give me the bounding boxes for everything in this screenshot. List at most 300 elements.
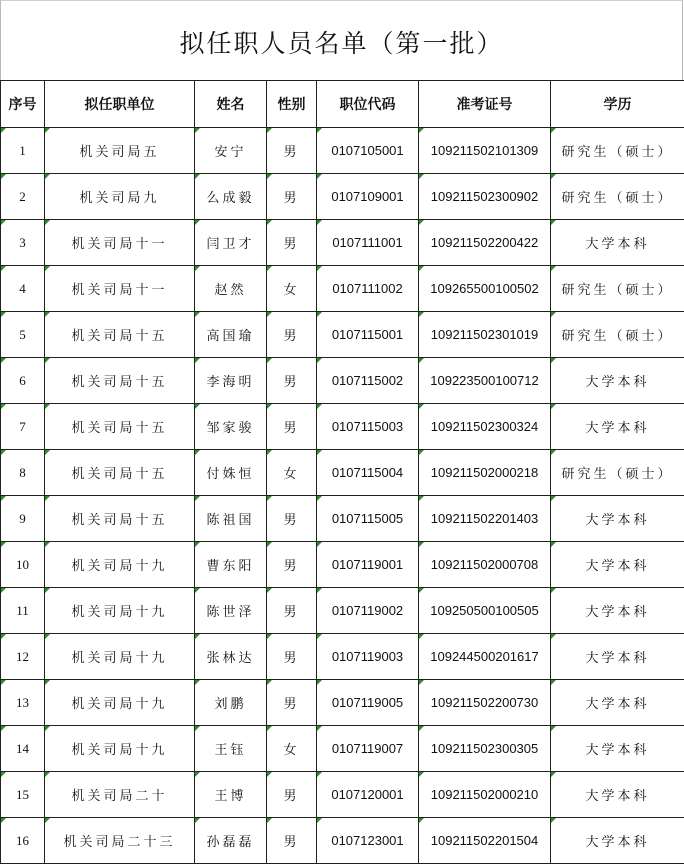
cell-unit-text: 机关司局十五 [71,421,167,436]
cell-unit-text: 机关司局十九 [71,743,167,758]
table-row [1,634,684,680]
cell-corner-marker [1,450,6,455]
cell-education [551,266,684,312]
table-row [1,266,684,312]
cell-corner-marker [419,680,424,685]
cell-corner-marker [551,726,556,731]
cell-gender-text: 男 [283,329,299,344]
cell-gender-text: 男 [283,789,299,804]
cell-corner-marker [195,358,200,363]
cell-name-text: 刘鹏 [214,697,246,712]
title-box [0,0,683,80]
cell-gender [267,588,317,634]
cell-corner-marker [1,174,6,179]
cell-education-text: 研究生（硕士） [561,329,673,344]
cell-seq [1,496,45,542]
cell-corner-marker [317,634,322,639]
cell-corner-marker [317,220,322,225]
cell-position-code-text: 0107105001 [331,143,403,158]
cell-corner-marker [317,128,322,133]
cell-corner-marker [45,312,50,317]
cell-education-text: 研究生（硕士） [561,467,673,482]
cell-gender-text: 男 [283,191,299,206]
cell-corner-marker [551,220,556,225]
cell-corner-marker [419,128,424,133]
cell-unit [45,726,195,772]
cell-unit [45,634,195,680]
cell-name [195,818,267,864]
cell-exam-id [419,726,551,772]
cell-gender [267,542,317,588]
cell-corner-marker [45,128,50,133]
cell-seq-text: 12 [16,649,29,664]
cell-gender [267,818,317,864]
cell-position-code [317,680,419,726]
cell-gender [267,266,317,312]
cell-education [551,588,684,634]
cell-exam-id-text: 109211502301019 [431,327,539,342]
cell-seq-text: 1 [19,143,26,158]
cell-corner-marker [551,266,556,271]
cell-education [551,818,684,864]
cell-education [551,128,684,174]
cell-position-code [317,542,419,588]
cell-exam-id-text: 109244500201617 [430,649,538,664]
cell-name [195,174,267,220]
cell-name-text: 王钰 [214,743,246,758]
cell-gender-text: 男 [283,375,299,390]
cell-name-text: 闫卫才 [206,237,254,252]
cell-corner-marker [195,312,200,317]
cell-position-code [317,588,419,634]
cell-gender-text: 男 [283,835,299,850]
cell-name-text: 安宁 [214,145,246,160]
cell-corner-marker [317,174,322,179]
cell-corner-marker [195,266,200,271]
cell-corner-marker [1,772,6,777]
cell-education-text: 大学本科 [585,651,649,666]
cell-corner-marker [267,128,272,133]
cell-gender-text: 女 [283,467,299,482]
cell-corner-marker [551,588,556,593]
cell-seq-text: 15 [16,787,29,802]
cell-corner-marker [45,450,50,455]
cell-education [551,312,684,358]
cell-education [551,404,684,450]
cell-exam-id-text: 109223500100712 [430,373,538,388]
cell-exam-id-text: 109211502300902 [431,189,539,204]
cell-unit-text: 机关司局十五 [71,375,167,390]
cell-corner-marker [551,358,556,363]
cell-corner-marker [317,818,322,823]
cell-corner-marker [45,726,50,731]
cell-exam-id-text: 109211502000218 [431,465,539,480]
cell-gender [267,128,317,174]
cell-corner-marker [267,174,272,179]
cell-seq-text: 6 [19,373,26,388]
cell-name [195,404,267,450]
cell-position-code-text: 0107119001 [332,557,403,572]
cell-name [195,266,267,312]
cell-unit-text: 机关司局十一 [71,283,167,298]
cell-corner-marker [551,634,556,639]
cell-position-code [317,450,419,496]
cell-position-code-text: 0107123001 [331,833,403,848]
cell-unit-text: 机关司局二十 [71,789,167,804]
cell-corner-marker [1,588,6,593]
cell-corner-marker [317,496,322,501]
cell-exam-id [419,404,551,450]
cell-gender [267,220,317,266]
cell-position-code [317,634,419,680]
cell-seq-text: 14 [16,741,29,756]
cell-unit-text: 机关司局十九 [71,559,167,574]
cell-corner-marker [1,128,6,133]
cell-name-text: 陈祖国 [206,513,254,528]
cell-corner-marker [419,588,424,593]
cell-corner-marker [551,312,556,317]
cell-corner-marker [1,220,6,225]
cell-gender-text: 男 [283,651,299,666]
cell-corner-marker [317,542,322,547]
cell-position-code-text: 0107115004 [332,465,403,480]
header-row [1,81,684,128]
cell-exam-id [419,496,551,542]
cell-corner-marker [1,358,6,363]
cell-corner-marker [195,128,200,133]
cell-unit-text: 机关司局十九 [71,697,167,712]
cell-corner-marker [267,496,272,501]
cell-education [551,358,684,404]
cell-education-text: 研究生（硕士） [561,145,673,160]
cell-corner-marker [419,174,424,179]
cell-corner-marker [267,266,272,271]
header-education: 学历 [551,81,684,128]
cell-education-text: 研究生（硕士） [561,191,673,206]
cell-corner-marker [317,312,322,317]
cell-corner-marker [45,588,50,593]
cell-seq-text: 16 [16,833,29,848]
cell-corner-marker [267,450,272,455]
cell-corner-marker [45,634,50,639]
cell-position-code-text: 0107119005 [332,695,403,710]
table-row [1,588,684,634]
cell-name [195,726,267,772]
cell-corner-marker [195,496,200,501]
cell-unit-text: 机关司局十五 [71,513,167,528]
cell-corner-marker [317,772,322,777]
cell-education [551,220,684,266]
cell-corner-marker [45,818,50,823]
cell-unit [45,588,195,634]
cell-position-code [317,772,419,818]
cell-corner-marker [551,404,556,409]
table-row [1,680,684,726]
cell-seq-text: 9 [19,511,26,526]
cell-exam-id-text: 109211502201403 [431,511,539,526]
header-unit: 拟任职单位 [45,81,195,128]
cell-corner-marker [419,726,424,731]
cell-exam-id [419,358,551,404]
cell-unit-text: 机关司局五 [79,145,159,160]
cell-name [195,220,267,266]
cell-unit-text: 机关司局九 [79,191,159,206]
cell-unit-text: 机关司局十一 [71,237,167,252]
cell-corner-marker [45,496,50,501]
cell-unit [45,404,195,450]
cell-corner-marker [267,312,272,317]
cell-exam-id-text: 109211502200422 [431,235,539,250]
cell-exam-id [419,174,551,220]
cell-education [551,634,684,680]
cell-unit [45,128,195,174]
cell-corner-marker [551,680,556,685]
cell-name-text: 孙磊磊 [206,835,254,850]
cell-corner-marker [267,542,272,547]
cell-position-code-text: 0107111001 [332,235,402,250]
cell-corner-marker [317,588,322,593]
cell-seq-text: 10 [16,557,29,572]
cell-seq [1,404,45,450]
cell-education [551,450,684,496]
table-row [1,542,684,588]
cell-corner-marker [267,588,272,593]
cell-position-code [317,220,419,266]
cell-seq [1,772,45,818]
cell-exam-id-text: 109250500100505 [430,603,538,618]
cell-gender [267,450,317,496]
cell-name [195,358,267,404]
cell-exam-id [419,818,551,864]
cell-position-code-text: 0107120001 [331,787,403,802]
cell-corner-marker [45,358,50,363]
roster-table [0,80,684,864]
cell-corner-marker [195,772,200,777]
cell-education [551,680,684,726]
cell-corner-marker [267,772,272,777]
cell-corner-marker [551,772,556,777]
cell-seq [1,588,45,634]
cell-seq [1,266,45,312]
cell-gender-text: 女 [283,743,299,758]
cell-position-code-text: 0107119003 [332,649,403,664]
cell-name-text: 么成毅 [206,191,254,206]
cell-name [195,128,267,174]
cell-name [195,680,267,726]
cell-seq-text: 5 [19,327,26,342]
cell-gender-text: 男 [283,237,299,252]
cell-position-code [317,496,419,542]
cell-gender [267,404,317,450]
table-row [1,174,684,220]
cell-corner-marker [195,174,200,179]
cell-position-code [317,128,419,174]
cell-position-code-text: 0107115002 [332,373,403,388]
cell-gender [267,496,317,542]
cell-corner-marker [1,680,6,685]
cell-seq-text: 11 [16,603,29,618]
cell-position-code [317,266,419,312]
cell-corner-marker [551,496,556,501]
cell-corner-marker [1,818,6,823]
cell-corner-marker [1,634,6,639]
cell-corner-marker [195,726,200,731]
cell-exam-id-text: 109211502300324 [431,419,539,434]
cell-name [195,450,267,496]
cell-position-code [317,818,419,864]
cell-position-code [317,174,419,220]
cell-unit-text: 机关司局十九 [71,651,167,666]
cell-corner-marker [317,266,322,271]
cell-gender [267,772,317,818]
table-row [1,220,684,266]
cell-gender [267,358,317,404]
cell-unit [45,220,195,266]
cell-corner-marker [419,266,424,271]
cell-name [195,496,267,542]
cell-position-code-text: 0107109001 [331,189,403,204]
header-position-code: 职位代码 [317,81,419,128]
cell-gender-text: 男 [283,559,299,574]
cell-name-text: 陈世泽 [206,605,254,620]
cell-name-text: 高国瑜 [206,329,254,344]
cell-education-text: 大学本科 [585,835,649,850]
cell-corner-marker [195,404,200,409]
cell-corner-marker [317,726,322,731]
cell-name-text: 曹东阳 [206,559,254,574]
cell-education [551,496,684,542]
cell-corner-marker [195,588,200,593]
cell-seq [1,312,45,358]
cell-gender-text: 男 [283,145,299,160]
cell-education-text: 研究生（硕士） [561,283,673,298]
cell-unit [45,450,195,496]
cell-exam-id [419,588,551,634]
cell-name-text: 李海明 [206,375,254,390]
cell-position-code-text: 0107119002 [332,603,403,618]
cell-corner-marker [419,450,424,455]
cell-exam-id [419,634,551,680]
cell-exam-id-text: 109211502101309 [431,143,539,158]
table-row [1,818,684,864]
cell-unit [45,818,195,864]
cell-name [195,634,267,680]
cell-unit [45,496,195,542]
cell-seq-text: 8 [19,465,26,480]
cell-unit-text: 机关司局二十三 [63,835,175,850]
header-seq: 序号 [1,81,45,128]
cell-corner-marker [317,680,322,685]
cell-gender [267,726,317,772]
cell-corner-marker [267,726,272,731]
cell-seq [1,220,45,266]
cell-exam-id [419,312,551,358]
table-row [1,496,684,542]
cell-corner-marker [419,312,424,317]
cell-unit [45,312,195,358]
cell-corner-marker [419,404,424,409]
cell-corner-marker [551,818,556,823]
cell-corner-marker [1,312,6,317]
cell-corner-marker [45,174,50,179]
cell-corner-marker [195,220,200,225]
cell-corner-marker [267,404,272,409]
cell-seq [1,818,45,864]
cell-gender-text: 男 [283,513,299,528]
cell-corner-marker [419,818,424,823]
cell-seq [1,174,45,220]
cell-unit [45,772,195,818]
cell-seq-text: 7 [19,419,26,434]
cell-unit-text: 机关司局十五 [71,329,167,344]
cell-corner-marker [45,772,50,777]
cell-exam-id [419,542,551,588]
cell-corner-marker [1,542,6,547]
cell-unit [45,542,195,588]
cell-corner-marker [45,266,50,271]
header-exam-id: 准考证号 [419,81,551,128]
cell-corner-marker [419,496,424,501]
cell-name-text: 王博 [214,789,246,804]
cell-unit [45,266,195,312]
cell-position-code [317,358,419,404]
cell-position-code-text: 0107115001 [332,327,403,342]
cell-exam-id [419,450,551,496]
cell-education-text: 大学本科 [585,375,649,390]
cell-unit [45,358,195,404]
cell-seq [1,358,45,404]
cell-corner-marker [551,450,556,455]
cell-corner-marker [267,358,272,363]
header-name: 姓名 [195,81,267,128]
cell-corner-marker [419,634,424,639]
cell-corner-marker [195,542,200,547]
cell-corner-marker [1,404,6,409]
cell-education-text: 大学本科 [585,421,649,436]
cell-gender [267,312,317,358]
cell-position-code-text: 0107115003 [332,419,403,434]
cell-seq [1,450,45,496]
cell-seq [1,542,45,588]
cell-name [195,772,267,818]
cell-education-text: 大学本科 [585,743,649,758]
table-row [1,450,684,496]
cell-name [195,312,267,358]
cell-corner-marker [419,772,424,777]
cell-exam-id-text: 109211502000210 [431,787,539,802]
cell-name [195,542,267,588]
cell-corner-marker [195,450,200,455]
cell-name-text: 赵然 [214,283,246,298]
cell-education-text: 大学本科 [585,605,649,620]
cell-unit-text: 机关司局十五 [71,467,167,482]
cell-corner-marker [419,220,424,225]
cell-exam-id [419,680,551,726]
cell-gender [267,680,317,726]
cell-education-text: 大学本科 [585,789,649,804]
cell-exam-id [419,772,551,818]
cell-education [551,542,684,588]
cell-exam-id-text: 109211502201504 [431,833,539,848]
cell-education-text: 大学本科 [585,237,649,252]
cell-corner-marker [551,542,556,547]
cell-corner-marker [45,542,50,547]
cell-corner-marker [317,358,322,363]
cell-seq [1,680,45,726]
cell-corner-marker [45,404,50,409]
cell-exam-id-text: 109211502200730 [431,695,539,710]
cell-education [551,726,684,772]
